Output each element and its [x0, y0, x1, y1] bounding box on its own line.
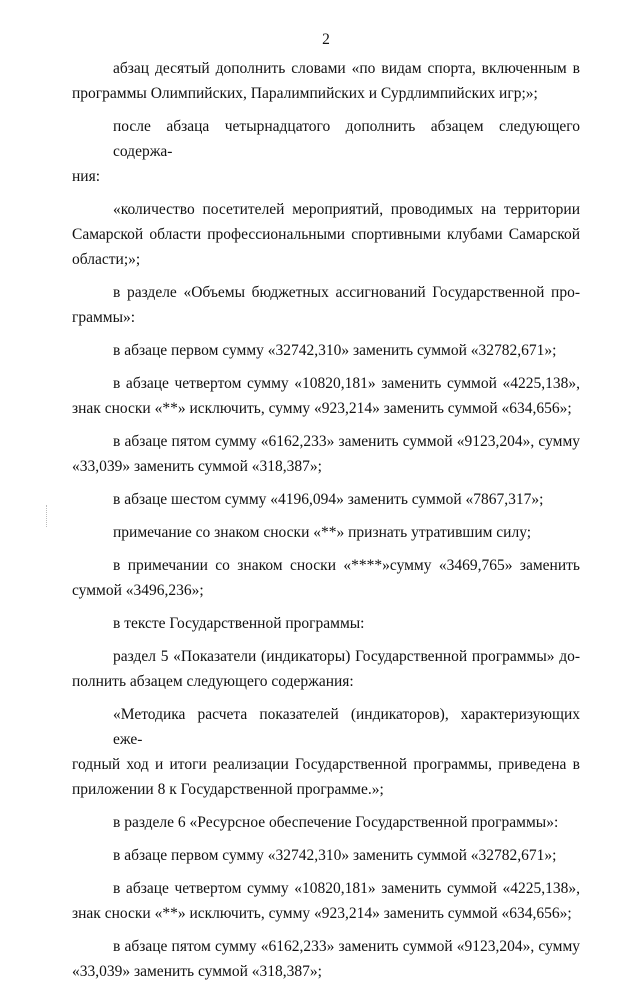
- paragraph: [72, 197, 580, 272]
- paragraph: [72, 810, 580, 835]
- paragraph-line: «33,039» заменить суммой «318,387»;: [72, 963, 322, 980]
- paragraph-line: в абзаце четвертом сумму «10820,181» заменить суммой «4225,138»,: [113, 375, 580, 392]
- paragraph: [72, 553, 580, 603]
- paragraph-line: в примечании со знаком сноски «****»сумму «3469,765» заменить: [113, 557, 580, 574]
- paragraph: [72, 934, 580, 984]
- paragraph-line: программы Олимпийских, Паралимпийских и Сурдлимпийских игр;»;: [72, 85, 538, 102]
- paragraph-line: «Методика расчета показателей (индикаторов), характеризующих еже-: [113, 706, 580, 748]
- paragraph: [72, 280, 580, 330]
- paragraph-line: в абзаце пятом сумму «6162,233» заменить суммой «9123,204», сумму: [113, 938, 580, 955]
- paragraph: [72, 843, 580, 868]
- paragraph-line: в разделе 6 «Ресурсное обеспечение Государственной программы»:: [113, 814, 559, 831]
- paragraph-line: в абзаце шестом сумму «4196,094» заменить суммой «7867,317»;: [113, 491, 544, 508]
- paragraph-line: в тексте Государственной программы:: [113, 615, 365, 632]
- paragraph: [72, 371, 580, 421]
- page-number: 2: [322, 31, 330, 48]
- document-page: [72, 0, 580, 980]
- paragraph-line: ния:: [72, 168, 101, 185]
- paragraph: [72, 611, 580, 636]
- paragraph-line: в абзаце четвертом сумму «10820,181» заменить суммой «4225,138»,: [113, 880, 580, 897]
- paragraph: [72, 487, 580, 512]
- paragraph: [72, 56, 580, 106]
- paragraph-line: знак сноски «**» исключить, сумму «923,214» заменить суммой «634,656»;: [72, 400, 572, 417]
- paragraph-line: абзац десятый дополнить словами «по видам спорта, включенным в: [113, 60, 580, 77]
- paragraph-line: примечание со знаком сноски «**» признать утратившим силу;: [113, 524, 532, 541]
- paragraph-line: «количество посетителей мероприятий, проводимых на территории: [113, 201, 580, 218]
- paragraph-line: раздел 5 «Показатели (индикаторы) Государственной программы» до-: [113, 648, 580, 665]
- paragraph-line: знак сноски «**» исключить, сумму «923,214» заменить суммой «634,656»;: [72, 905, 572, 922]
- paragraph-line: в разделе «Объемы бюджетных ассигнований Государственной про-: [113, 284, 580, 301]
- paragraph: [72, 702, 580, 802]
- paragraph: [72, 338, 580, 363]
- paragraph-line: граммы»:: [72, 309, 136, 326]
- paragraph-line: «33,039» заменить суммой «318,387»;: [72, 458, 322, 475]
- paragraph-line: в абзаце первом сумму «32742,310» заменить суммой «32782,671»;: [113, 342, 557, 359]
- document-body: [72, 56, 580, 992]
- paragraph-line: после абзаца четырнадцатого дополнить абзацем следующего содержа-: [113, 118, 580, 160]
- paragraph-line: приложении 8 к Государственной программе.»;: [72, 781, 384, 798]
- paragraph: [72, 876, 580, 926]
- paragraph-line: суммой «3496,236»;: [72, 582, 204, 599]
- margin-mark: [46, 505, 49, 527]
- paragraph: [72, 429, 580, 479]
- paragraph: [72, 114, 580, 189]
- paragraph-line: в абзаце пятом сумму «6162,233» заменить суммой «9123,204», сумму: [113, 433, 580, 450]
- paragraph: [72, 644, 580, 694]
- paragraph-line: Самарской области профессиональными спортивными клубами Самарской: [72, 226, 580, 243]
- paragraph-line: области;»;: [72, 251, 141, 268]
- paragraph: [72, 520, 580, 545]
- paragraph-line: в абзаце первом сумму «32742,310» заменить суммой «32782,671»;: [113, 847, 557, 864]
- paragraph-line: годный ход и итоги реализации Государственной программы, приведена в: [72, 756, 580, 773]
- paragraph-line: полнить абзацем следующего содержания:: [72, 673, 354, 690]
